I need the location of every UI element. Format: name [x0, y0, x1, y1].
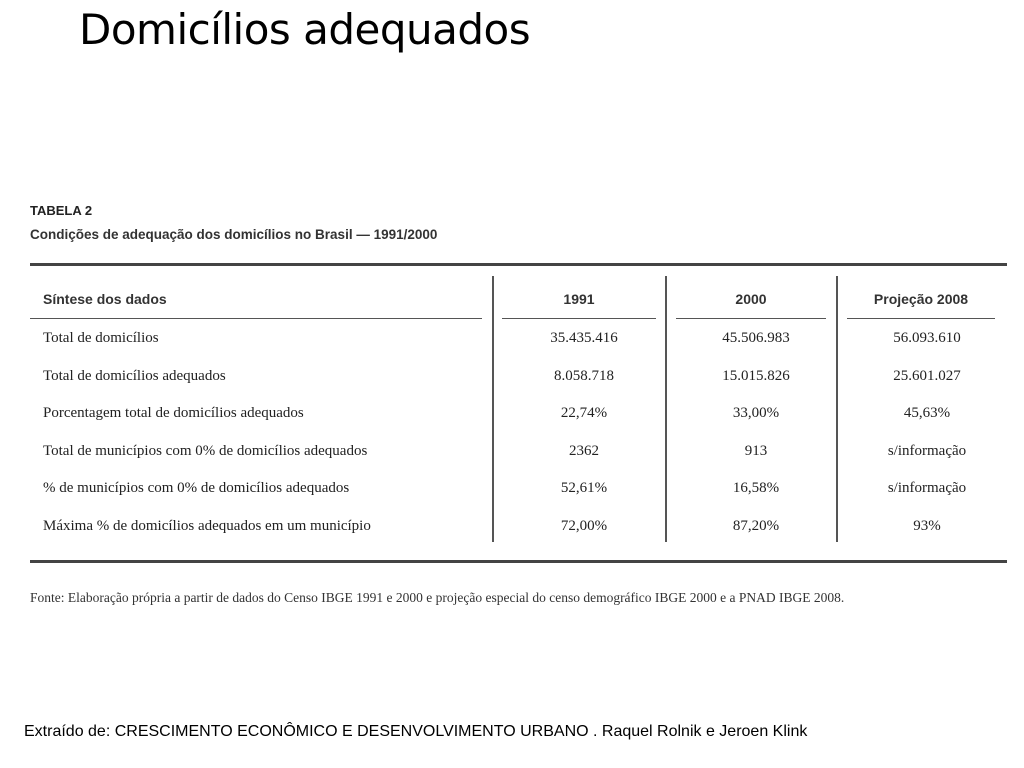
cell-projection-2008: s/informação: [887, 443, 967, 459]
cell-projection-2008: 25.601.027: [893, 368, 961, 384]
header-underline: [847, 318, 995, 319]
table-caption: Condições de adequação dos domicílios no Brasil — 1991/2000: [30, 227, 438, 242]
cell-2000: 87,20%: [732, 518, 780, 534]
cell-1991: 52,61%: [560, 480, 608, 496]
header-synthesis: Síntese dos dados: [43, 291, 167, 307]
row-label-total-households: Total de domicílios: [43, 330, 159, 346]
table-bottom-rule: [30, 560, 1007, 563]
cell-1991: 22,74%: [560, 405, 608, 421]
table-top-rule: [30, 263, 1007, 266]
cell-2000: 16,58%: [732, 480, 780, 496]
row-label-adequate-households: Total de domicílios adequados: [43, 368, 226, 384]
cell-2000: 913: [744, 443, 768, 459]
column-divider: [836, 276, 838, 542]
row-label-maximum-percentage: Máxima % de domicílios adequados em um município: [43, 518, 371, 534]
cell-projection-2008: 56.093.610: [893, 330, 961, 346]
cell-projection-2008: 45,63%: [903, 405, 951, 421]
table-label: TABELA 2: [30, 203, 93, 218]
cell-1991: 35.435.416: [550, 330, 618, 346]
slide-title: Domicílios adequados: [79, 5, 531, 54]
header-underline: [502, 318, 656, 319]
row-label-adequate-percentage: Porcentagem total de domicílios adequados: [43, 405, 304, 421]
cell-1991: 8.058.718: [554, 368, 614, 384]
cell-1991: 2362: [569, 443, 599, 459]
slide-credit: Extraído de: CRESCIMENTO ECONÔMICO E DESENVOLVIMENTO URBANO . Raquel Rolnik e Jeroen Klink: [24, 723, 808, 740]
header-underline: [30, 318, 482, 319]
cell-2000: 45.506.983: [722, 330, 790, 346]
header-1991: 1991: [563, 291, 595, 307]
header-underline: [676, 318, 826, 319]
cell-1991: 72,00%: [560, 518, 608, 534]
column-divider: [492, 276, 494, 542]
cell-2000: 15.015.826: [722, 368, 790, 384]
column-divider: [665, 276, 667, 542]
header-projection-2008: Projeção 2008: [873, 291, 969, 307]
row-label-municipalities-zero: Total de municípios com 0% de domicílios adequados: [43, 443, 368, 459]
cell-projection-2008: 93%: [913, 518, 941, 534]
cell-projection-2008: s/informação: [887, 480, 967, 496]
header-2000: 2000: [735, 291, 767, 307]
row-label-municipalities-zero-percent: % de municípios com 0% de domicílios adequados: [43, 480, 350, 496]
cell-2000: 33,00%: [732, 405, 780, 421]
table-source-note: Fonte: Elaboração própria a partir de dados do Censo IBGE 1991 e 2000 e projeção especial do censo demográfico IBGE 2000 e a PNAD IBGE 2008.: [30, 590, 845, 605]
